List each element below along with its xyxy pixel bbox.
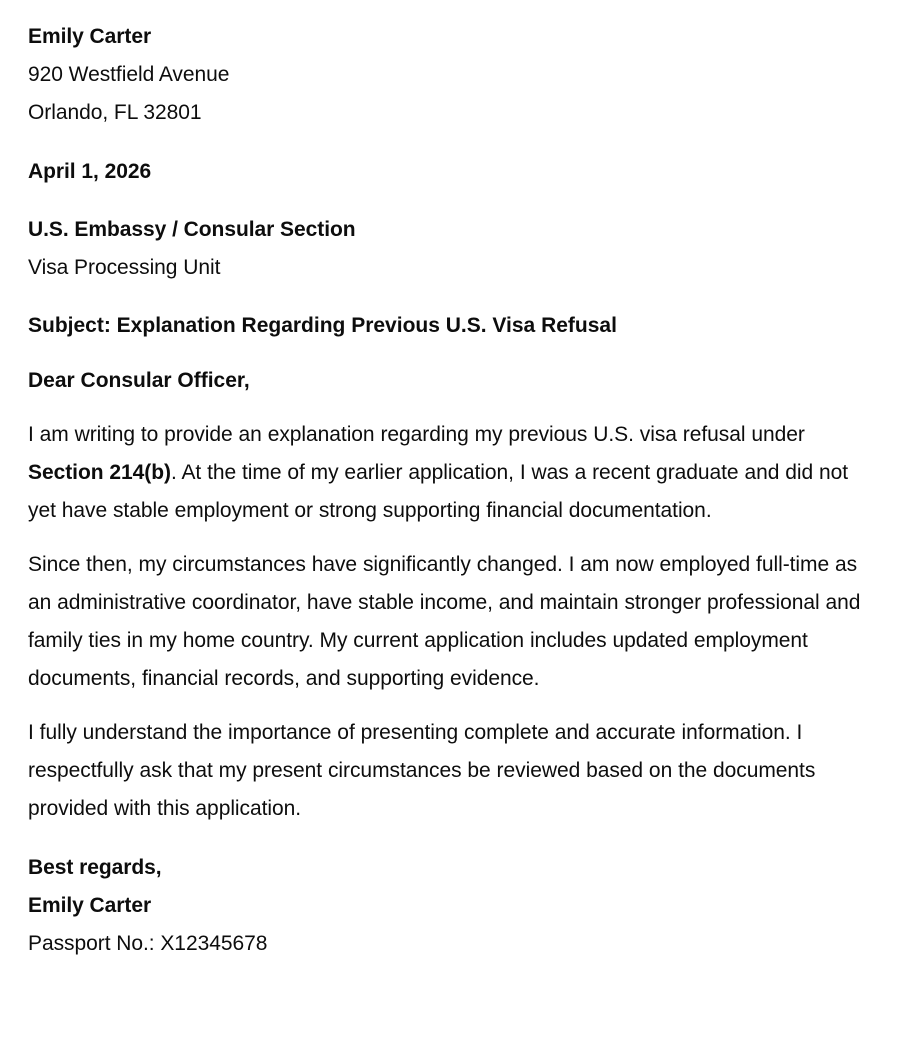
paragraph-1-text-after-emphasis: . At the time of my earlier application, I was a recent graduate and did not yet have stable employment or strong supporting financial documentation.	[28, 461, 849, 522]
closing-block	[28, 849, 870, 963]
signature-name: Emily Carter	[28, 894, 152, 917]
sender-address-line-2: Orlando, FL 32801	[28, 101, 202, 124]
letter-body-paragraphs	[28, 416, 870, 828]
letter-date: April 1, 2026	[28, 160, 152, 183]
recipient-department: Visa Processing Unit	[28, 256, 221, 279]
visa-section-reference: Section 214(b)	[28, 461, 171, 484]
letter-date-block	[28, 153, 870, 191]
subject-block	[28, 307, 870, 345]
recipient-address-block	[28, 211, 870, 287]
body-paragraph-2: Since then, my circumstances have significantly changed. I am now employed full-time as an administrative coordinator, have stable income, and maintain stronger professional and family ties in my home country. My current application includes updated employment documents, financial records, and supporting evidence.	[28, 553, 861, 690]
salutation: Dear Consular Officer,	[28, 369, 250, 392]
salutation-block	[28, 362, 870, 400]
paragraph-1-text-before-emphasis: I am writing to provide an explanation regarding my previous U.S. visa refusal under	[28, 423, 805, 446]
letter-body	[28, 18, 870, 963]
sender-address-line-1: 920 Westfield Avenue	[28, 63, 230, 86]
body-paragraph-1	[28, 416, 870, 530]
recipient-organization: U.S. Embassy / Consular Section	[28, 218, 356, 241]
sender-address-block	[28, 18, 870, 132]
body-paragraph-3: I fully understand the importance of presenting complete and accurate information. I respectfully ask that my present circumstances be reviewed based on the documents provided with this application.	[28, 721, 816, 820]
subject-line: Subject: Explanation Regarding Previous U.S. Visa Refusal	[28, 314, 617, 337]
passport-number: Passport No.: X12345678	[28, 932, 268, 955]
sender-name: Emily Carter	[28, 25, 152, 48]
sign-off: Best regards,	[28, 856, 162, 879]
